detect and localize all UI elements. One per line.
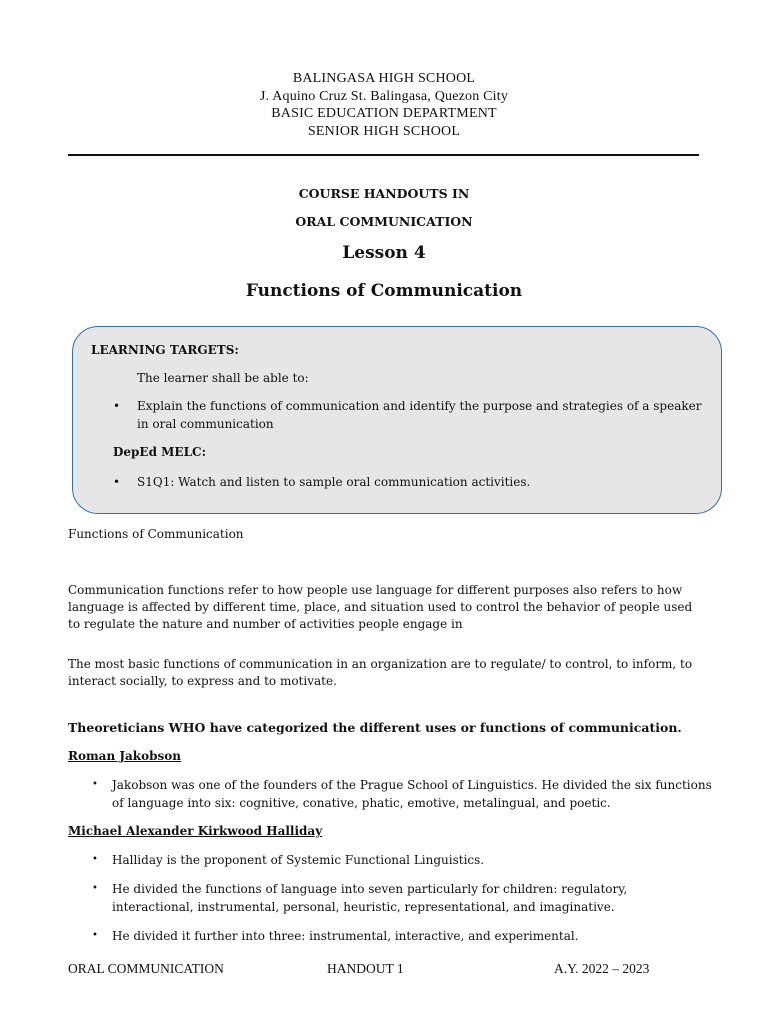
bullet-icon: • [92,930,98,941]
learning-target-text: Explain the functions of communication and identify the purpose and strategies of a speaker in oral communication [137,399,702,431]
paragraph-basic-functions: The most basic functions of communication in an organization are to regulate/ to control, to inform, to interact socially, to express and to motivate. [68,657,693,688]
footer-handout: HANDOUT 1 [327,961,404,976]
theoreticians-heading: Theoreticians WHO have categorized the different uses or functions of communication. [68,720,682,735]
bullet-icon: • [92,854,98,865]
learning-targets-heading: LEARNING TARGETS: [91,343,239,357]
school-level: SENIOR HIGH SCHOOL [307,123,461,139]
department-name: BASIC EDUCATION DEPARTMENT [271,106,497,121]
footer-academic-year: A.Y. 2022 – 2023 [554,961,650,976]
header-divider [68,154,699,156]
lesson-number: Lesson 4 [342,243,426,263]
footer-subject: ORAL COMMUNICATION [68,961,224,976]
bullet-icon: • [113,475,121,489]
list-item-text: He divided the functions of language into seven particularly for children: regulatory, interactional, instrumental, personal, heuristic, representational, and imaginative. [112,882,628,914]
school-header [0,70,768,140]
bullet-icon: • [92,883,98,894]
section-heading: Functions of Communication [68,527,244,541]
course-subject: ORAL COMMUNICATION [295,214,473,229]
bullet-icon: • [113,399,121,413]
melc-heading: DepEd MELC: [113,445,206,459]
bullet-icon: • [92,779,98,790]
learning-targets-intro: The learner shall be able to: [137,371,309,385]
list-item-text: He divided it further into three: instrumental, interactive, and experimental. [112,929,579,943]
school-address: J. Aquino Cruz St. Balingasa, Quezon City [259,88,509,104]
course-handouts-label: COURSE HANDOUTS IN [298,186,470,201]
melc-text: S1Q1: Watch and listen to sample oral communication activities. [137,475,531,489]
learning-targets-box [72,326,722,514]
theorist-name-jakobson: Roman Jakobson [68,749,181,763]
paragraph-definition: Communication functions refer to how people use language for different purposes also refers to how language is affected by different time, place, and situation used to control the behavior of people used to regulate the nature and number of activities people engage in [68,583,693,631]
lesson-title: Functions of Communication [245,281,523,301]
school-name: BALINGASA HIGH SCHOOL [292,71,476,86]
list-item-text: Halliday is the proponent of Systemic Functional Linguistics. [112,853,485,867]
list-item-text: Jakobson was one of the founders of the Prague School of Linguistics. He divided the six functions of language into six: cognitive, conative, phatic, emotive, metalingual, and poetic. [112,778,712,810]
theorist-name-halliday: Michael Alexander Kirkwood Halliday [68,824,323,838]
